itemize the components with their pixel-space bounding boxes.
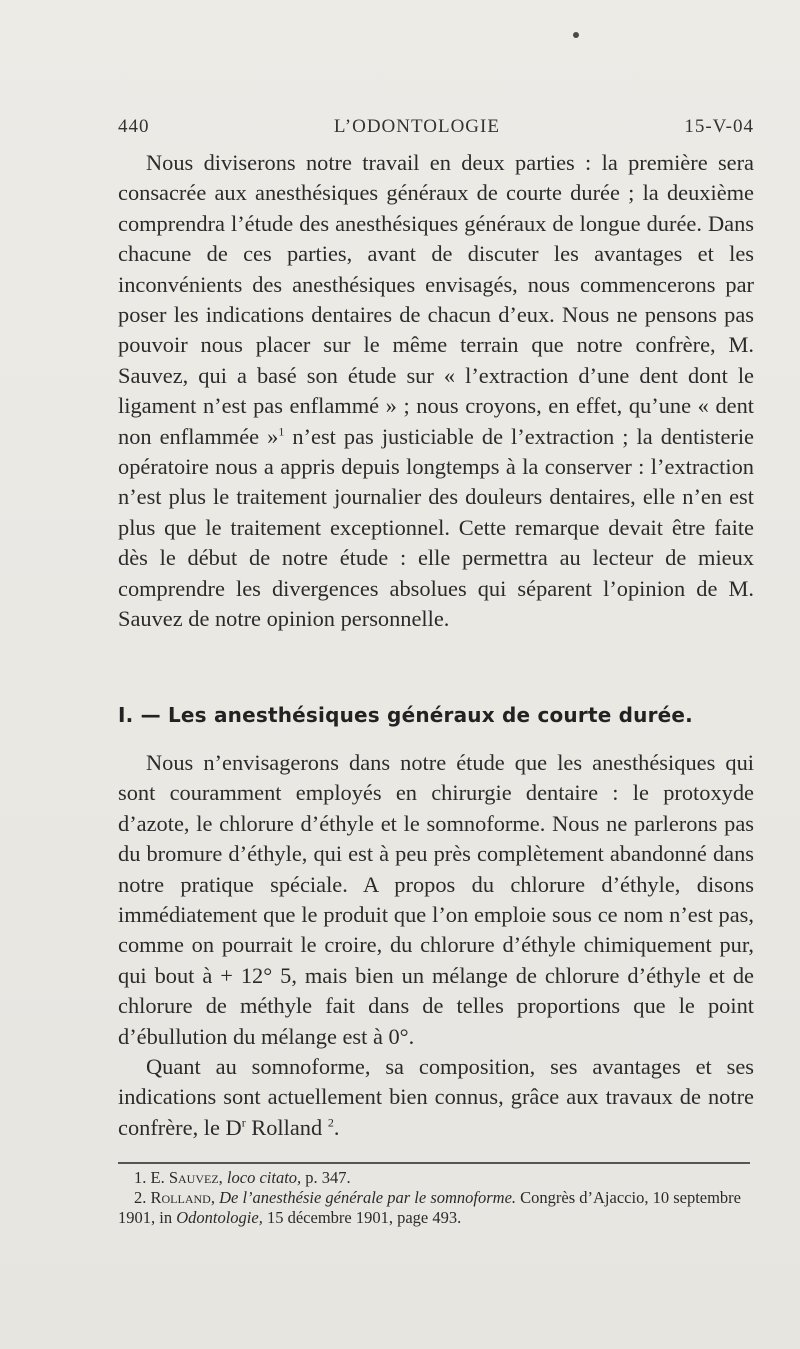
footnote-ref-2: 2 xyxy=(327,1115,334,1130)
footnotes xyxy=(118,1168,754,1228)
paragraph-1: Nous diviserons notre travail en deux parties : la première sera consacrée aux anesthésiques généraux de courte durée ; la deuxième comprendra l’étude des anesthésiques généraux de longue durée. Dans chacune de ces parties, avant de discuter les avantages et les inconvénients des anesthésiques envisagés, nous commencerons par poser les indications dentaires de chacun d’eux. Nous ne pensons pas pouvoir nous placer sur le même terrain que notre confrère, M. Sauvez, qui a basé son étude sur « l’extraction d’une dent dont le ligament n’est pas enflammé » ; nous croyons, en effet, qu’une « dent non enflammée »$^1$ n’est pas justiciable de l’extraction ; la dentisterie opératoire nous a appris depuis longtemps à la conserver : l’extraction n’est plus le traitement journalier des douleurs dentaires, elle n’en est plus que le traitement exceptionnel. Cette remarque devait être faite dès le début de notre étude : elle permettra au lecteur de mieux comprendre les divergences absolues qui séparent l’opinion de M. Sauvez de notre opinion personnelle. xyxy=(118,150,754,632)
body-text-top xyxy=(118,148,754,635)
footnote-divider xyxy=(118,1162,750,1164)
section-heading: I. — Les anesthésiques généraux de courte durée. xyxy=(118,703,693,727)
paragraph-3: Quant au somnoforme, sa composition, ses avantages et ses indications sont actuellement bien connus, grâce aux travaux de notre confrère, le $D^r$ Rolland $^2$. xyxy=(118,1054,754,1140)
journal-title: L’ODONTOLOGIE xyxy=(333,116,500,137)
body-text-bottom xyxy=(118,748,754,1143)
page-number: 440 xyxy=(118,116,150,137)
issue-date: 15-V-04 xyxy=(684,116,754,137)
footnote-ref-1: 1 xyxy=(278,424,285,439)
footnote-1: 1. E. Sauvez, loco citato, p. 347. xyxy=(134,1168,351,1187)
paragraph-2: Nous n’envisagerons dans notre étude que les anesthésiques qui sont couramment employés en chirurgie dentaire : le protoxyde d’azote, le chlorure d’éthyle et le somnoforme. Nous ne parlerons pas du bromure d’éthyle, qui est à peu près complètement abandonné dans notre pratique spéciale. A propos du chlorure d’éthyle, disons immédiatement que le produit que l’on emploie sous ce nom n’est pas, comme on pourrait le croire, du chlorure d’éthyle chimiquement pur, qui bout à + 12° 5, mais bien un mélange de chlorure d’éthyle et de chlorure de méthyle fait dans de telles proportions que le point d’ébullution du mélange est à 0°. xyxy=(118,750,754,1049)
footnote-2: 2. Rolland, De l’anesthésie générale par le somnoforme. Congrès d’Ajaccio, 10 septembre 1901, in Odontologie, 15 décembre 1901, page 493. xyxy=(118,1188,742,1227)
running-header xyxy=(118,116,754,138)
ink-speck xyxy=(573,32,579,38)
